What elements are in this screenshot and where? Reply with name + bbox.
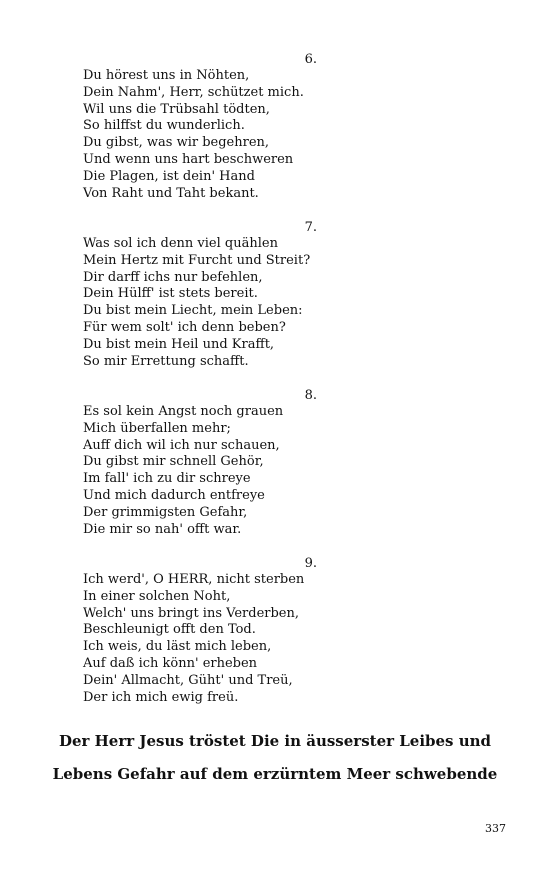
stanza-number: 9. — [304, 556, 317, 571]
verse-line: Dein Hülff' ist stets bereit. — [83, 286, 258, 302]
stanza-7 — [83, 220, 323, 370]
verse-line: Du bist mein Heil und Krafft, — [83, 336, 275, 352]
verse-line: Der ich mich ewig freü. — [83, 689, 239, 705]
verse-line: Du bist mein Liecht, mein Leben: — [83, 303, 303, 319]
verse-line: Dein' Allmacht, Güht' und Treü, — [83, 672, 293, 688]
verse-line: Was sol ich denn viel quählen — [83, 236, 278, 251]
verse-line: Mein Hertz mit Furcht und Streit? — [83, 252, 311, 268]
verse-line: Die Plagen, ist dein' Hand — [83, 168, 255, 184]
verse-line: In einer solchen Noht, — [83, 588, 231, 604]
stanza-number: 6. — [304, 52, 317, 67]
verse-line: Du gibst mir schnell Gehör, — [83, 454, 264, 470]
verse-line: Welch' uns bringt ins Verderben, — [83, 605, 299, 621]
section-heading-line-1: Der Herr Jesus tröstet Die in äusserster Leibes und — [58, 732, 492, 750]
stanza-9 — [83, 556, 323, 706]
verse-line: Und wenn uns hart beschweren — [83, 151, 294, 167]
stanza-number: 8. — [304, 388, 317, 403]
verse-line: Die mir so nah' offt war. — [83, 521, 242, 537]
verse-line: Es sol kein Angst noch grauen — [83, 404, 284, 419]
section-heading-line-2: Lebens Gefahr auf dem erzürntem Meer schwebende — [52, 765, 498, 783]
verse-line: Im fall' ich zu dir schreye — [83, 471, 251, 487]
verse-line: Ich weis, du läst mich leben, — [83, 639, 272, 655]
stanza-8 — [83, 388, 323, 538]
verse-line: Auf daß ich könn' erheben — [83, 655, 258, 671]
verse-line: Du gibst, was wir begehren, — [83, 135, 270, 151]
stanza-number: 7. — [304, 220, 317, 235]
verse-line: Auff dich wil ich nur schauen, — [83, 437, 280, 453]
verse-line: So hilffst du wunderlich. — [83, 118, 245, 134]
verse-line: So mir Errettung schafft. — [83, 353, 249, 369]
verse-line: Für wem solt' ich denn beben? — [83, 319, 286, 335]
verse-line: Ich werd', O HERR, nicht sterben — [83, 572, 305, 587]
verse-line: Mich überfallen mehr; — [83, 420, 231, 436]
verse-line: Dein Nahm', Herr, schützet mich. — [83, 84, 304, 100]
verse-line: Dir darff ichs nur befehlen, — [83, 269, 263, 285]
stanza-6 — [83, 52, 323, 202]
verse-line: Beschleunigt offt den Tod. — [83, 622, 256, 638]
verse-line: Wil uns die Trübsahl tödten, — [83, 101, 270, 117]
verse-line: Und mich dadurch entfreye — [83, 487, 265, 503]
page-number: 337 — [485, 822, 506, 835]
verse-line: Von Raht und Taht bekant. — [83, 185, 259, 201]
verse-line: Der grimmigsten Gefahr, — [83, 504, 248, 520]
verse-line: Du hörest uns in Nöhten, — [83, 68, 250, 83]
